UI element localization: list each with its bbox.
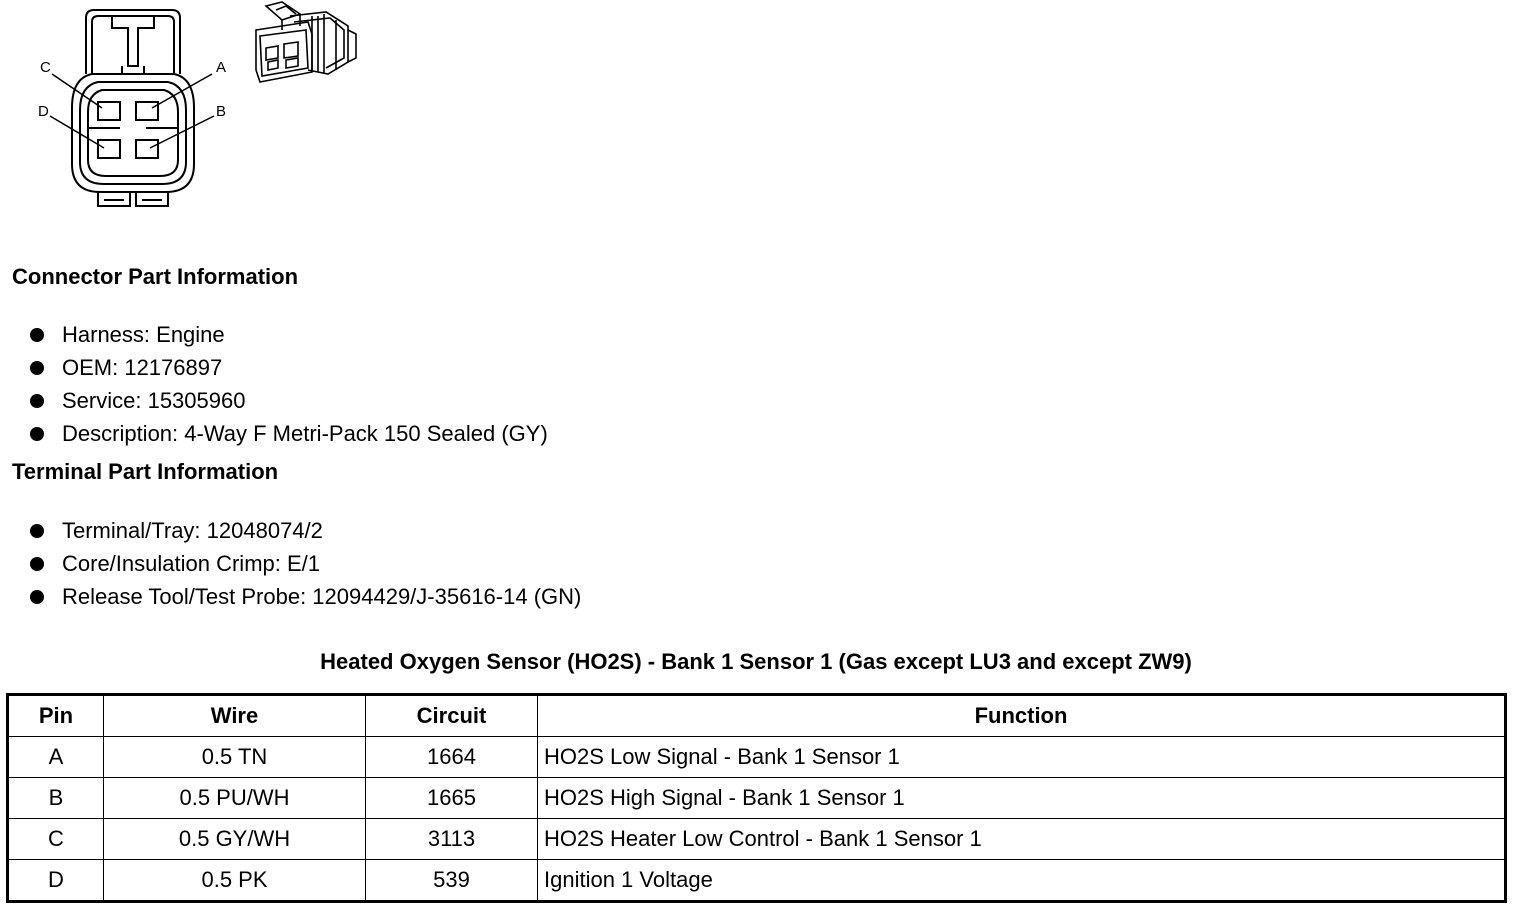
list-item	[30, 384, 548, 417]
pin-label-c: C	[40, 59, 51, 76]
list-item-text: Core/Insulation Crimp: E/1	[62, 550, 320, 576]
pin-label-b: B	[216, 103, 227, 120]
bullet-icon	[30, 361, 44, 375]
cell-pin: C	[8, 819, 104, 860]
terminal-part-info-heading: Terminal Part Information	[12, 459, 279, 484]
bullet-icon	[30, 427, 44, 441]
column-header-circuit: Circuit	[366, 695, 538, 737]
cell-circuit: 3113	[366, 819, 538, 860]
cell-function: HO2S Heater Low Control - Bank 1 Sensor 1	[538, 819, 1506, 860]
list-item-text: OEM: 12176897	[62, 354, 223, 380]
list-item-text: Description: 4-Way F Metri-Pack 150 Sealed (GY)	[62, 420, 548, 446]
list-item	[30, 547, 581, 580]
list-item	[30, 580, 581, 613]
list-item-text: Terminal/Tray: 12048074/2	[62, 517, 323, 543]
list-item	[30, 351, 548, 384]
cell-function: Ignition 1 Voltage	[538, 860, 1506, 902]
bullet-icon	[30, 328, 44, 342]
table-title: Heated Oxygen Sensor (HO2S) - Bank 1 Sensor 1 (Gas except LU3 and except ZW9)	[320, 649, 1192, 674]
bullet-icon	[30, 590, 44, 604]
bullet-icon	[30, 524, 44, 538]
bullet-icon	[30, 394, 44, 408]
list-item	[30, 417, 548, 450]
list-item-text: Service: 15305960	[62, 387, 246, 413]
cell-pin: D	[8, 860, 104, 902]
list-item-text: Harness: Engine	[62, 321, 225, 347]
column-header-pin: Pin	[8, 695, 104, 737]
pin-label-d: D	[38, 103, 49, 120]
column-header-wire: Wire	[104, 695, 366, 737]
connector-3d-image	[252, 0, 362, 85]
cell-circuit: 1665	[366, 778, 538, 819]
cell-circuit: 1664	[366, 737, 538, 778]
table-row	[8, 819, 1506, 860]
table-row	[8, 778, 1506, 819]
cell-wire: 0.5 TN	[104, 737, 366, 778]
connector-part-info-list	[30, 318, 548, 450]
terminal-part-info-list	[30, 514, 581, 613]
list-item-text: Release Tool/Test Probe: 12094429/J-35616-14 (GN)	[62, 583, 582, 609]
cell-wire: 0.5 GY/WH	[104, 819, 366, 860]
connector-face-diagram	[0, 0, 250, 215]
connector-part-info-heading: Connector Part Information	[12, 264, 299, 289]
cell-pin: A	[8, 737, 104, 778]
table-row	[8, 737, 1506, 778]
table-header-row	[8, 695, 1506, 737]
list-item	[30, 514, 581, 547]
cell-function: HO2S Low Signal - Bank 1 Sensor 1	[538, 737, 1506, 778]
bullet-icon	[30, 557, 44, 571]
cell-wire: 0.5 PK	[104, 860, 366, 902]
pin-label-a: A	[216, 59, 227, 76]
cell-wire: 0.5 PU/WH	[104, 778, 366, 819]
cell-function: HO2S High Signal - Bank 1 Sensor 1	[538, 778, 1506, 819]
list-item	[30, 318, 548, 351]
cell-pin: B	[8, 778, 104, 819]
column-header-function: Function	[538, 695, 1506, 737]
pinout-table	[6, 693, 1507, 903]
table-row	[8, 860, 1506, 902]
cell-circuit: 539	[366, 860, 538, 902]
